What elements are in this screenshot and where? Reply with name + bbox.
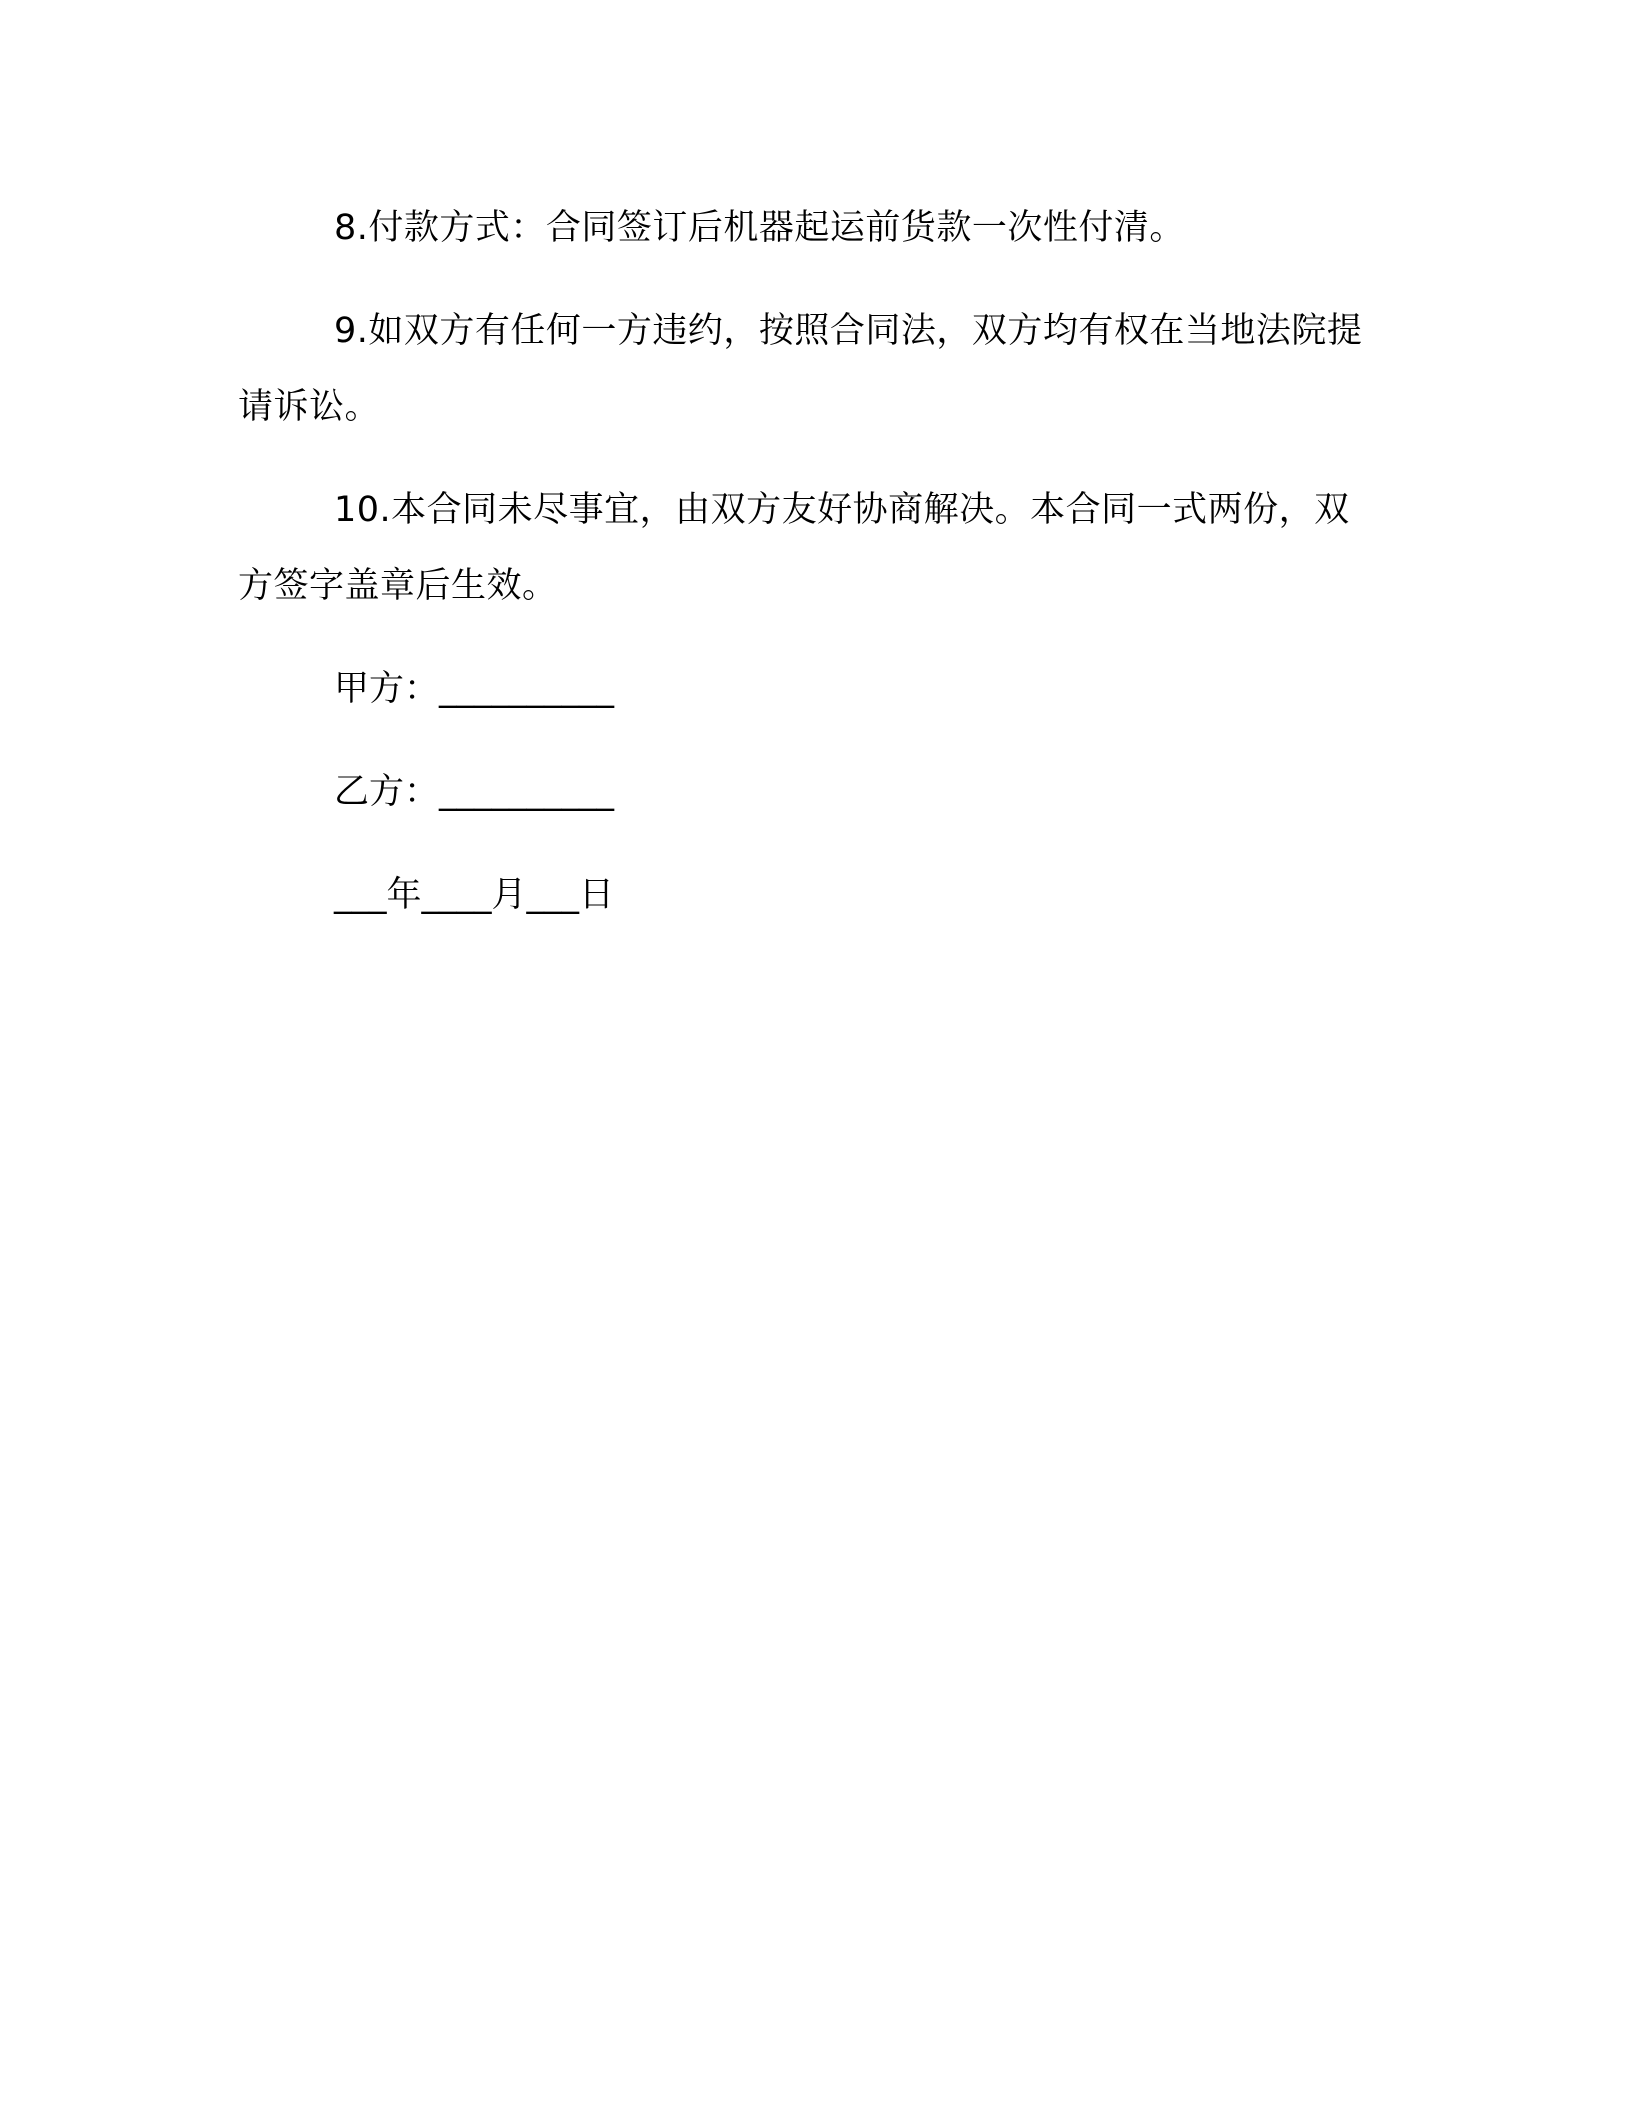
party-a-signature-line bbox=[238, 651, 1378, 727]
clause-breach-litigation: 9.如双方有任何一方违约，按照合同法，双方均有权在当地法院提请诉讼。 bbox=[238, 311, 1363, 427]
clause-payment-method: 8.付款方式：合同签订后机器起运前货款一次性付清。 bbox=[334, 208, 1185, 248]
date-line: ___年____月___日 bbox=[334, 875, 615, 915]
document-body bbox=[238, 190, 1378, 960]
party-a-label: 甲方： bbox=[334, 669, 440, 709]
party-b-signature-line bbox=[238, 754, 1378, 830]
party-a-blank: __________ bbox=[439, 669, 615, 709]
party-b-label: 乙方： bbox=[334, 772, 440, 812]
party-b-blank: __________ bbox=[439, 772, 615, 812]
clause-supplementary-effect: 10.本合同未尽事宜，由双方友好协商解决。本合同一式两份，双方签字盖章后生效。 bbox=[238, 490, 1350, 606]
